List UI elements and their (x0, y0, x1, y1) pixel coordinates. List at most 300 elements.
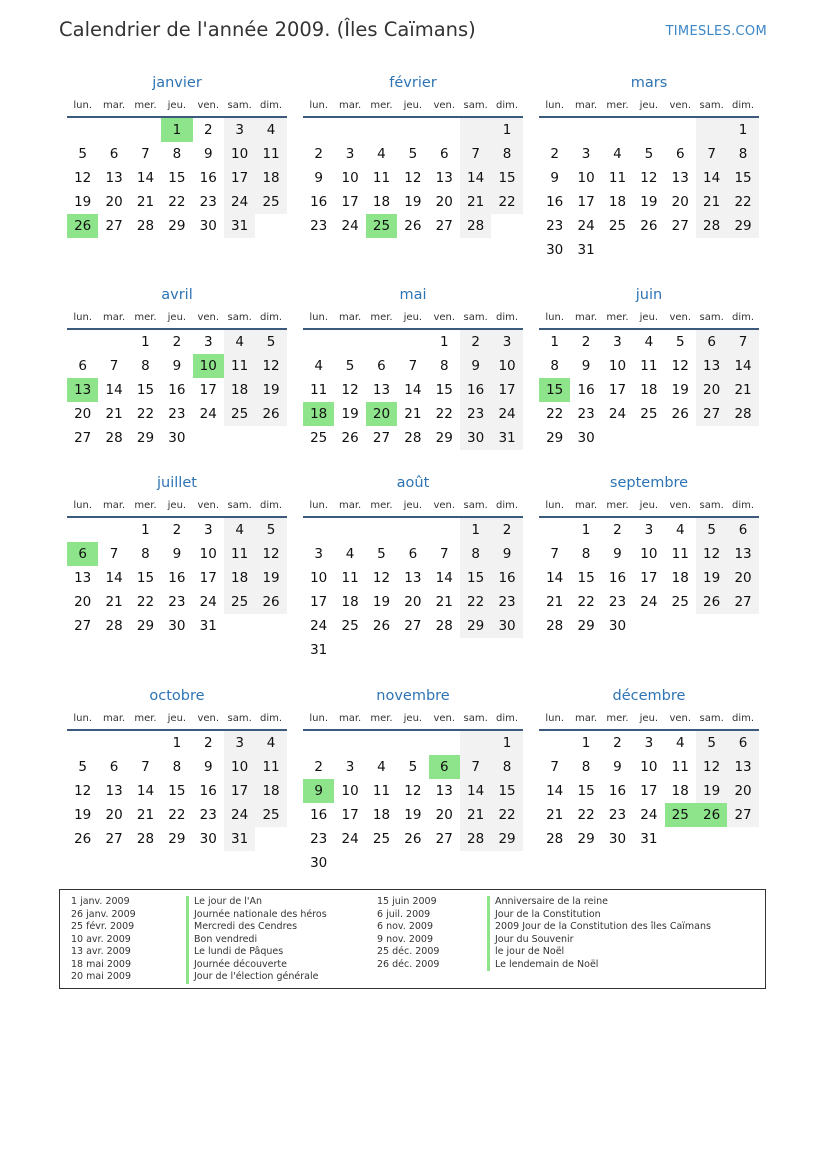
day-cell: 23 (460, 402, 491, 426)
day-cell: 21 (460, 190, 491, 214)
weekday-label: mer. (134, 99, 157, 111)
day-cell: 22 (577, 594, 595, 610)
day-cell: 27 (372, 430, 391, 446)
weekday-label: mar. (338, 99, 362, 111)
day-cell: 1 (460, 518, 491, 542)
day-cell: 19 (640, 194, 658, 210)
day-cell: 2 (172, 334, 182, 350)
empty-day-cell (334, 731, 365, 755)
weekday-label: dim. (732, 712, 755, 724)
empty-day-cell (665, 827, 696, 851)
day-cell: 30 (460, 426, 491, 450)
day-cell: 13 (696, 354, 727, 378)
weekday-header (67, 306, 287, 330)
day-cell: 24 (640, 594, 658, 610)
legend-date: 26 déc. 2009 (377, 958, 440, 970)
day-cell: 15 (577, 570, 595, 586)
day-cell: 1 (550, 334, 559, 350)
day-cell: 25 (255, 190, 286, 214)
day-cell: 18 (640, 382, 658, 398)
month-title: mars (630, 75, 668, 91)
weekday-header (539, 494, 759, 518)
day-cell: 31 (310, 642, 328, 658)
day-cell: 12 (341, 382, 359, 398)
month-5 (303, 284, 523, 450)
day-cell: 14 (404, 382, 422, 398)
day-cell: 28 (105, 618, 123, 634)
day-cell: 7 (408, 358, 418, 374)
day-cell: 6 (727, 518, 758, 542)
weekday-label: jeu. (639, 499, 659, 511)
day-cell: 25 (255, 803, 286, 827)
day-cell: 27 (696, 402, 727, 426)
day-cell: 9 (172, 546, 182, 562)
day-cell: 3 (345, 759, 355, 775)
day-cell: 15 (491, 166, 522, 190)
empty-day-cell (460, 118, 491, 142)
day-cell: 19 (404, 194, 422, 210)
day-cell: 11 (671, 759, 689, 775)
day-cell: 13 (435, 783, 453, 799)
month-title: octobre (149, 688, 205, 704)
day-cell: 7 (696, 142, 727, 166)
day-grid (67, 731, 287, 851)
day-cell: 24 (608, 406, 627, 422)
day-cell: 2 (314, 759, 323, 775)
day-cell: 6 (377, 358, 386, 374)
day-cell: 29 (168, 218, 186, 234)
month-title: septembre (609, 475, 689, 491)
day-cell: 29 (136, 618, 155, 634)
weekday-label: mar. (574, 311, 598, 323)
day-cell: 30 (168, 618, 186, 634)
day-cell: 12 (404, 170, 422, 186)
day-cell: 29 (136, 430, 155, 446)
weekday-label: sam. (699, 99, 724, 111)
day-grid (539, 118, 759, 262)
day-cell: 1 (141, 522, 150, 538)
month-8 (303, 472, 523, 662)
day-cell: 10 (199, 546, 217, 562)
day-cell: 9 (203, 146, 213, 162)
day-cell: 5 (377, 546, 386, 562)
weekday-label: mer. (606, 99, 629, 111)
day-cell: 8 (727, 142, 758, 166)
weekday-label: lun. (545, 99, 565, 111)
day-cell: 1 (581, 522, 591, 538)
weekday-label: lun. (73, 99, 93, 111)
day-cell: 8 (491, 755, 522, 779)
day-cell: 10 (491, 354, 522, 378)
empty-day-cell (67, 330, 98, 354)
weekday-label: lun. (309, 311, 329, 323)
empty-day-cell (397, 731, 428, 755)
day-cell: 21 (404, 406, 422, 422)
day-cell: 8 (581, 546, 591, 562)
weekday-label: ven. (197, 99, 220, 111)
empty-day-cell (696, 426, 727, 450)
day-cell: 28 (136, 831, 155, 847)
day-cell: 13 (105, 783, 123, 799)
empty-day-cell (303, 118, 334, 142)
month-3 (539, 72, 759, 262)
day-cell: 6 (727, 731, 758, 755)
day-cell: 3 (345, 146, 355, 162)
empty-day-cell (727, 426, 758, 450)
weekday-header (303, 94, 523, 118)
legend-holiday-name: Bon vendredi (186, 934, 327, 947)
day-cell: 2 (172, 522, 182, 538)
day-cell: 2 (460, 330, 491, 354)
day-cell: 24 (341, 831, 359, 847)
day-cell: 4 (345, 546, 355, 562)
day-cell: 3 (581, 146, 591, 162)
day-cell: 6 (109, 759, 119, 775)
day-cell: 4 (675, 522, 685, 538)
day-cell: 23 (199, 807, 217, 823)
day-cell: 28 (435, 618, 453, 634)
day-cell: 24 (199, 406, 217, 422)
day-cell: 29 (460, 614, 491, 638)
day-cell: 19 (255, 378, 286, 402)
empty-day-cell (366, 118, 397, 142)
day-cell: 26 (255, 402, 286, 426)
legend-holiday-name: Le lundi de Pâques (186, 946, 327, 959)
day-cell: 25 (640, 406, 658, 422)
holiday-day-cell: 26 (696, 803, 727, 827)
day-cell: 9 (203, 759, 213, 775)
holiday-day-cell: 9 (303, 779, 334, 803)
empty-day-cell (67, 518, 98, 542)
day-cell: 25 (372, 831, 391, 847)
day-cell: 27 (435, 831, 453, 847)
day-cell: 11 (255, 755, 286, 779)
day-cell: 24 (577, 218, 595, 234)
empty-day-cell (665, 426, 696, 450)
day-cell: 7 (109, 358, 119, 374)
day-cell: 16 (168, 382, 186, 398)
day-cell: 14 (105, 382, 123, 398)
day-cell: 18 (224, 378, 255, 402)
weekday-label: mer. (370, 99, 393, 111)
day-cell: 13 (435, 170, 453, 186)
day-cell: 17 (199, 570, 217, 586)
site-link[interactable]: TIMESLES.COM (665, 24, 767, 39)
day-cell: 14 (460, 779, 491, 803)
legend-date: 25 déc. 2009 (377, 946, 440, 957)
weekday-label: mar. (102, 712, 126, 724)
empty-day-cell (665, 118, 696, 142)
day-cell: 18 (341, 594, 359, 610)
weekday-label: mer. (134, 311, 157, 323)
day-cell: 30 (608, 618, 627, 634)
day-cell: 16 (460, 378, 491, 402)
weekday-label: jeu. (167, 99, 187, 111)
weekday-label: sam. (699, 712, 724, 724)
empty-day-cell (397, 118, 428, 142)
holiday-legend (59, 889, 766, 989)
day-cell: 8 (581, 759, 591, 775)
month-title: novembre (376, 688, 450, 704)
day-cell: 24 (341, 218, 359, 234)
month-7 (67, 472, 287, 638)
day-cell: 11 (671, 546, 689, 562)
day-cell: 13 (727, 755, 758, 779)
day-cell: 17 (224, 779, 255, 803)
day-cell: 31 (224, 214, 255, 238)
legend-dates-left (71, 896, 136, 984)
month-11 (303, 685, 523, 875)
day-cell: 3 (203, 334, 213, 350)
weekday-label: jeu. (167, 311, 187, 323)
day-cell: 27 (404, 618, 422, 634)
month-title: juin (635, 287, 663, 303)
day-cell: 28 (696, 214, 727, 238)
day-cell: 21 (435, 594, 453, 610)
day-cell: 17 (577, 194, 595, 210)
day-cell: 4 (255, 731, 286, 755)
day-cell: 31 (491, 426, 522, 450)
empty-day-cell (633, 238, 664, 262)
weekday-label: sam. (699, 499, 724, 511)
empty-day-cell (255, 614, 286, 638)
empty-day-cell (429, 851, 460, 875)
day-cell: 30 (310, 855, 328, 871)
holiday-day-cell: 6 (429, 755, 460, 779)
weekday-label: jeu. (639, 311, 659, 323)
day-cell: 16 (199, 783, 217, 799)
day-cell: 9 (460, 354, 491, 378)
day-cell: 11 (224, 542, 255, 566)
day-cell: 4 (314, 358, 323, 374)
day-cell: 4 (675, 735, 685, 751)
day-cell: 22 (577, 807, 595, 823)
day-cell: 29 (168, 831, 186, 847)
day-cell: 5 (255, 330, 286, 354)
day-cell: 28 (460, 827, 491, 851)
legend-holiday-name: Le lendemain de Noël (487, 959, 711, 972)
empty-day-cell (193, 426, 224, 450)
legend-holiday-name: 2009 Jour de la Constitution des îles Caïmans (487, 921, 711, 934)
day-cell: 14 (696, 166, 727, 190)
day-cell: 26 (341, 430, 359, 446)
day-cell: 1 (491, 118, 522, 142)
day-cell: 23 (577, 406, 595, 422)
legend-holiday-name: Le jour de l'An (186, 896, 327, 909)
legend-date: 6 juil. 2009 (377, 908, 431, 920)
day-cell: 18 (671, 783, 689, 799)
day-cell: 3 (491, 330, 522, 354)
weekday-label: jeu. (167, 712, 187, 724)
empty-day-cell (539, 518, 570, 542)
day-cell: 5 (644, 146, 654, 162)
day-cell: 10 (341, 783, 359, 799)
day-cell: 23 (168, 594, 186, 610)
day-cell: 24 (224, 190, 255, 214)
weekday-label: mer. (606, 712, 629, 724)
holiday-day-cell: 6 (67, 542, 98, 566)
holiday-day-cell: 25 (665, 803, 696, 827)
day-cell: 30 (546, 242, 564, 258)
day-cell: 6 (109, 146, 119, 162)
day-cell: 7 (141, 146, 150, 162)
empty-day-cell (665, 614, 696, 638)
day-cell: 5 (345, 358, 355, 374)
weekday-label: dim. (260, 712, 283, 724)
day-cell: 27 (435, 218, 453, 234)
legend-holiday-name: Journée découverte (186, 959, 327, 972)
month-title: février (389, 75, 437, 91)
weekday-label: lun. (309, 99, 329, 111)
weekday-label: dim. (260, 99, 283, 111)
day-cell: 28 (727, 402, 758, 426)
day-cell: 15 (435, 382, 453, 398)
day-cell: 20 (671, 194, 689, 210)
day-cell: 25 (341, 618, 359, 634)
day-cell: 22 (168, 807, 186, 823)
day-cell: 2 (550, 146, 559, 162)
weekday-label: sam. (227, 311, 252, 323)
day-cell: 26 (671, 406, 689, 422)
month-12 (539, 685, 759, 851)
day-cell: 19 (671, 382, 689, 398)
weekday-label: jeu. (403, 499, 423, 511)
empty-day-cell (633, 118, 664, 142)
empty-day-cell (255, 426, 286, 450)
day-cell: 28 (105, 430, 123, 446)
day-cell: 16 (310, 807, 328, 823)
day-cell: 26 (255, 590, 286, 614)
day-cell: 30 (577, 430, 595, 446)
day-cell: 16 (199, 170, 217, 186)
day-cell: 12 (74, 783, 92, 799)
weekday-label: mar. (574, 712, 598, 724)
day-cell: 4 (644, 334, 654, 350)
day-cell: 23 (608, 807, 627, 823)
day-cell: 15 (136, 570, 155, 586)
day-cell: 22 (460, 590, 491, 614)
day-cell: 25 (224, 590, 255, 614)
weekday-label: dim. (496, 499, 519, 511)
empty-day-cell (67, 118, 98, 142)
day-cell: 4 (377, 146, 386, 162)
day-grid (303, 731, 523, 875)
weekday-header (303, 494, 523, 518)
weekday-label: ven. (197, 311, 220, 323)
day-cell: 14 (546, 783, 564, 799)
day-cell: 22 (168, 194, 186, 210)
day-cell: 21 (136, 807, 155, 823)
weekday-label: dim. (732, 99, 755, 111)
weekday-label: mer. (370, 499, 393, 511)
day-cell: 28 (136, 218, 155, 234)
weekday-label: ven. (433, 99, 456, 111)
day-cell: 18 (255, 779, 286, 803)
day-cell: 8 (460, 542, 491, 566)
day-cell: 22 (435, 406, 453, 422)
day-cell: 1 (491, 731, 522, 755)
weekday-label: sam. (463, 99, 488, 111)
month-title: mai (399, 287, 427, 303)
empty-day-cell (130, 118, 161, 142)
empty-day-cell (366, 638, 397, 662)
day-cell: 19 (341, 406, 359, 422)
day-cell: 11 (372, 783, 391, 799)
day-cell: 5 (675, 334, 685, 350)
weekday-label: jeu. (403, 311, 423, 323)
day-cell: 13 (74, 570, 92, 586)
empty-day-cell (67, 731, 98, 755)
day-cell: 29 (546, 430, 564, 446)
day-cell: 13 (105, 170, 123, 186)
day-cell: 27 (727, 803, 758, 827)
day-cell: 1 (172, 735, 182, 751)
day-cell: 17 (491, 378, 522, 402)
day-cell: 12 (696, 542, 727, 566)
empty-day-cell (727, 827, 758, 851)
day-cell: 20 (404, 594, 422, 610)
day-cell: 8 (439, 358, 449, 374)
month-2 (303, 72, 523, 238)
empty-day-cell (255, 214, 286, 238)
day-cell: 22 (727, 190, 758, 214)
day-grid (303, 518, 523, 662)
empty-day-cell (98, 118, 129, 142)
month-title: août (396, 475, 430, 491)
empty-day-cell (665, 238, 696, 262)
holiday-day-cell: 10 (193, 354, 224, 378)
day-cell: 3 (224, 731, 255, 755)
day-cell: 28 (546, 831, 564, 847)
day-cell: 27 (105, 218, 123, 234)
day-cell: 9 (491, 542, 522, 566)
month-10 (67, 685, 287, 851)
day-cell: 17 (640, 783, 658, 799)
day-cell: 21 (136, 194, 155, 210)
day-cell: 10 (608, 358, 627, 374)
day-cell: 15 (168, 783, 186, 799)
weekday-label: ven. (197, 499, 220, 511)
holiday-day-cell: 13 (67, 378, 98, 402)
day-cell: 15 (491, 779, 522, 803)
empty-day-cell (334, 851, 365, 875)
day-cell: 20 (74, 406, 92, 422)
day-grid (539, 518, 759, 638)
weekday-header (539, 306, 759, 330)
weekday-label: lun. (545, 311, 565, 323)
day-cell: 12 (372, 570, 391, 586)
month-6 (539, 284, 759, 450)
weekday-label: lun. (309, 712, 329, 724)
weekday-label: mar. (574, 99, 598, 111)
day-cell: 13 (727, 542, 758, 566)
day-cell: 16 (608, 783, 627, 799)
weekday-label: sam. (699, 311, 724, 323)
day-cell: 9 (314, 170, 323, 186)
empty-day-cell (366, 518, 397, 542)
day-cell: 19 (696, 566, 727, 590)
empty-day-cell (429, 731, 460, 755)
holiday-day-cell: 26 (67, 214, 98, 238)
day-cell: 15 (727, 166, 758, 190)
day-cell: 22 (491, 190, 522, 214)
weekday-header (67, 494, 287, 518)
day-cell: 17 (224, 166, 255, 190)
day-cell: 30 (608, 831, 627, 847)
day-cell: 27 (671, 218, 689, 234)
day-cell: 13 (671, 170, 689, 186)
day-cell: 20 (105, 807, 123, 823)
